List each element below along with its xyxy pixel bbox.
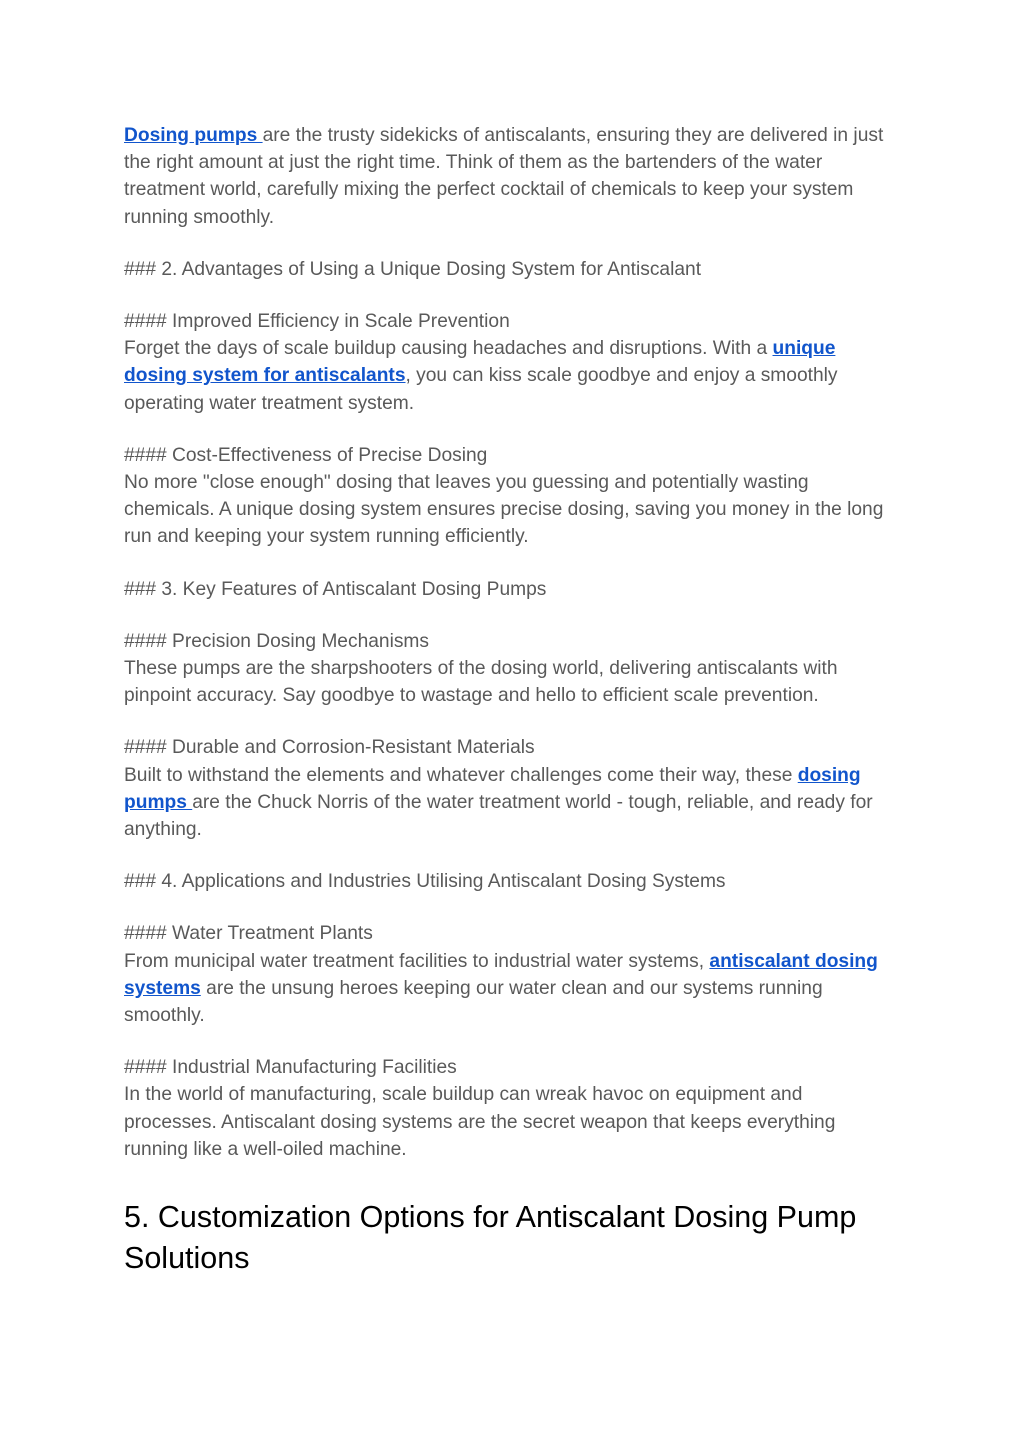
section-5-heading: 5. Customization Options for Antiscalant Dosing Pump Solutions [124,1200,857,1276]
intro-text: are the trusty sidekicks of antiscalants, ensuring they are delivered in just the right amount at just the right time. Think of them as the bartenders of the water treatment world, carefully mixing the perfect cocktail of chemicals to keep your system running smoothly. [124,125,884,228]
document-page [124,122,900,1279]
efficiency-heading: #### Improved Efficiency in Scale Prevention [124,311,510,333]
precision-heading: #### Precision Dosing Mechanisms [124,630,430,652]
unique-dosing-system-link[interactable]: unique dosing system for antiscalants [124,338,836,387]
precision-block [124,628,900,710]
cost-heading: #### Cost-Effectiveness of Precise Dosing [124,444,488,466]
efficiency-text-before: Forget the days of scale buildup causing headaches and disruptions. With a [124,338,773,360]
durable-heading: #### Durable and Corrosion-Resistant Materials [124,737,535,759]
durable-block [124,734,900,843]
durable-text-before: Built to withstand the elements and whatever challenges come their way, these [124,764,798,786]
antiscalant-dosing-systems-link[interactable]: antiscalant dosing systems [124,950,878,999]
industrial-text: In the world of manufacturing, scale buildup can wreak havoc on equipment and processes. Antiscalant dosing systems are the secret weapon that keeps everything running like a well-oiled machine. [124,1084,836,1160]
water-heading: #### Water Treatment Plants [124,923,373,945]
cost-block [124,442,900,551]
section-2-heading-text: ### 2. Advantages of Using a Unique Dosing System for Antiscalant [124,258,702,280]
water-text-before: From municipal water treatment facilities to industrial water systems, [124,950,710,972]
intro-paragraph [124,122,900,231]
durable-text-after: are the Chuck Norris of the water treatment world - tough, reliable, and ready for anything. [124,791,873,841]
section-2-heading [124,256,900,283]
section-4-heading-text: ### 4. Applications and Industries Utilising Antiscalant Dosing Systems [124,871,726,893]
dosing-pumps-link-2[interactable]: dosing pumps [124,764,861,813]
water-block [124,920,900,1029]
dosing-pumps-link[interactable]: Dosing pumps [124,125,263,146]
industrial-heading: #### Industrial Manufacturing Facilities [124,1057,457,1079]
efficiency-block [124,308,900,417]
section-3-heading-text: ### 3. Key Features of Antiscalant Dosing Pumps [124,578,547,600]
water-text-after: are the unsung heroes keeping our water clean and our systems running smoothly. [124,977,823,1027]
precision-text: These pumps are the sharpshooters of the dosing world, delivering antiscalants with pinpoint accuracy. Say goodbye to wastage and hello to efficient scale prevention. [124,658,838,707]
section-3-heading [124,576,900,603]
efficiency-text-after: , you can kiss scale goodbye and enjoy a smoothly operating water treatment system. [124,365,838,414]
section-4-heading [124,868,900,895]
industrial-block [124,1054,900,1163]
cost-text: No more "close enough" dosing that leaves you guessing and potentially wasting chemicals. A unique dosing system ensures precise dosing, saving you money in the long run and keeping your system running efficiently. [124,472,884,548]
